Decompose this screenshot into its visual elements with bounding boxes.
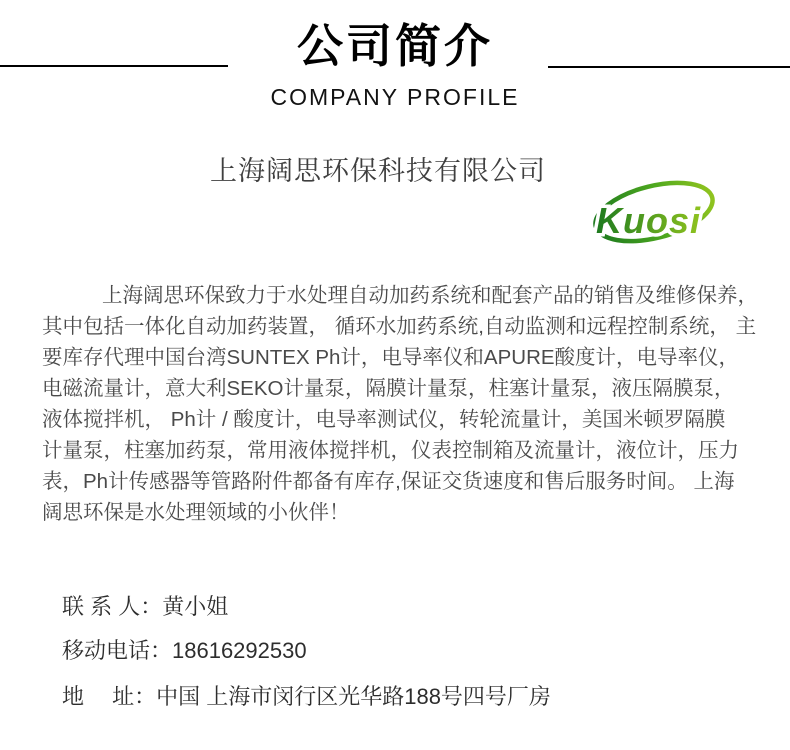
kuosi-logo bbox=[590, 172, 720, 257]
profile-line: 表，Ph计传感器等管路附件都备有库存,保证交货速度和售后服务时间。 上海 bbox=[42, 470, 735, 493]
profile-line: 上海阔思环保致力于水处理自动加药系统和配套产品的销售及维修保养， bbox=[102, 284, 758, 307]
profile-line: 液体搅拌机， Ph计 / 酸度计，电导率测试仪，转轮流量计，美国米顿罗隔膜 bbox=[42, 408, 726, 431]
contact-mobile-phone: 移动电话：18616292530 bbox=[62, 638, 307, 663]
profile-line: 电磁流量计，意大利SEKO计量泵，隔膜计量泵，柱塞计量泵，液压隔膜泵， bbox=[42, 377, 735, 400]
page-subtitle: COMPANY PROFILE bbox=[270, 84, 520, 110]
company-profile-text bbox=[42, 280, 782, 528]
profile-line: 阔思环保是水处理领域的小伙伴！ bbox=[42, 501, 350, 524]
logo-wordmark: Kuosi bbox=[596, 200, 702, 241]
page-title: 公司简介 bbox=[297, 21, 493, 72]
profile-line: 要库存代理中国台湾SUNTEX Ph计，电导率仪和APURE酸度计，电导率仪， bbox=[42, 346, 740, 369]
company-name: 上海阔思环保科技有限公司 bbox=[210, 156, 546, 186]
profile-line: 其中包括一体化自动加药装置， 循环水加药系统,自动监测和远程控制系统， 主 bbox=[42, 315, 757, 338]
contact-address: 地 址：中国 上海市闵行区光华路188号四号厂房 bbox=[62, 684, 551, 709]
contact-person: 联 系 人：黄小姐 bbox=[62, 594, 229, 619]
profile-line: 计量泵，柱塞加药泵，常用液体搅拌机，仪表控制箱及流量计，液位计，压力 bbox=[42, 439, 739, 462]
